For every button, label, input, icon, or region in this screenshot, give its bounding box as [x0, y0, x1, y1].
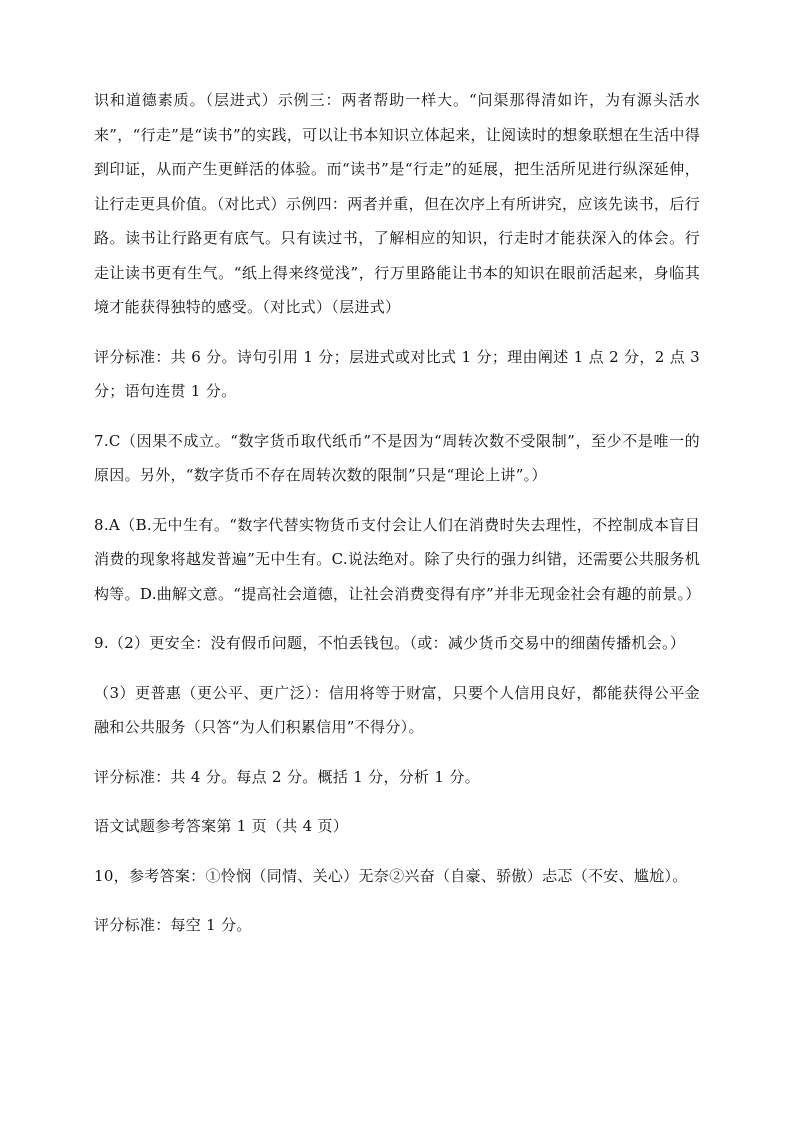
- scoring-criteria-q6: 评分标准：共 6 分。诗句引用 1 分；层进式或对比式 1 分；理由阐述 1 点 2 分，2 点 3 分；语句连贯 1 分。: [94, 347, 700, 400]
- essay-answer-examples: 识和道德素质。（层进式）示例三：两者帮助一样大。“问渠那得清如许，为有源头活水来”，“行走”是“读书”的实践，可以让书本知识立体起来，让阅读时的想象联想在生活中得到印证，从而产生更鲜活的体验。而“读书”是“行走”的延展，把生活所见进行纵深延伸，让行走更具价值。（对比式）示例四：两者并重，但在次序上有所讲究，应该先读书，后行路。读书让行路更有底气。只有读过书，了解相应的知识，行走时才能获深入的体会。行走让读书更有生气。“纸上得来终觉浅”，行万里路能让书本的知识在眼前活起来，身临其境才能获得独特的感受。（对比式）（层进式）: [94, 91, 700, 316]
- answer-q9-part3: （3）更普惠（更公平、更广泛）：信用将等于财富，只要个人信用良好，都能获得公平金融和公共服务（只答“为人们积累信用”不得分）。: [94, 683, 700, 736]
- answer-q9-part2: 9.（2）更安全：没有假币问题，不怕丢钱包。（或：减少货币交易中的细菌传播机会。）: [94, 634, 686, 652]
- page-footer: 语文试题参考答案第 1 页（共 4 页）: [94, 817, 349, 835]
- scoring-criteria-q10: 评分标准：每空 1 分。: [94, 916, 252, 934]
- answer-q10: 10，参考答案：①怜悯（同情、关心）无奈②兴奋（自豪、骄傲）忐忑（不安、尴尬）。: [94, 866, 688, 885]
- scoring-criteria-q9: 评分标准：共 4 分。每点 2 分。概括 1 分，分析 1 分。: [94, 767, 480, 786]
- answer-q8: 8.A（B.无中生有。“数字代替实物货币支付会让人们在消费时失去理性，不控制成本盲目消费的现象将越发普遍”无中生有。C.说法绝对。除了央行的强力纠错，还需要公共服务机构等。D.曲解文意。“提高社会道德，让社会消费变得有序”并非无现金社会有趣的前景。）: [94, 515, 701, 603]
- answer-q7: 7.C（因果不成立。“数字货币取代纸币”不是因为“周转次数不受限制”，至少不是唯一的原因。另外，“数字货币不存在周转次数的限制”只是“理论上讲”。）: [94, 431, 700, 484]
